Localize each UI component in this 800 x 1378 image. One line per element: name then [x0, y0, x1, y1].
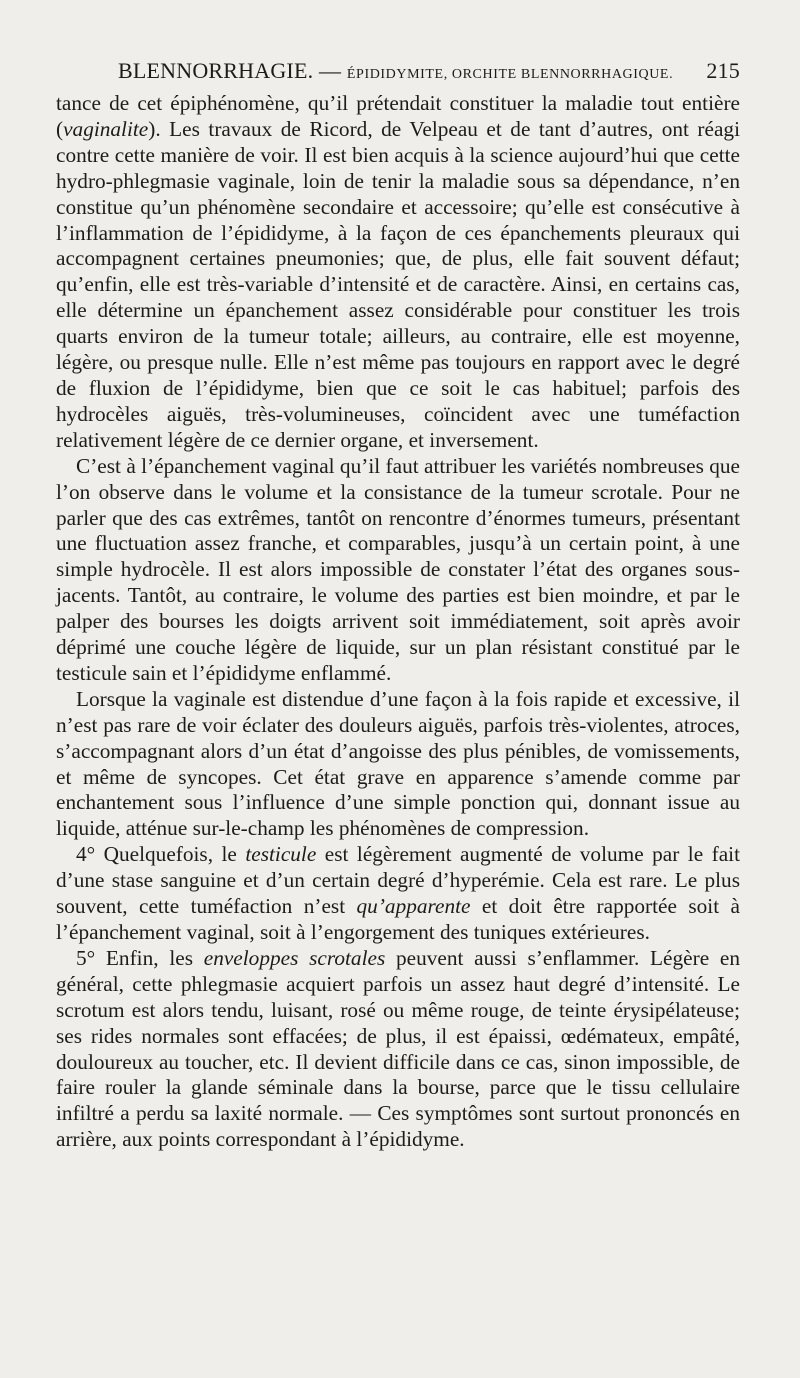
paragraph-4-italic-testicule: testicule: [245, 842, 317, 867]
page-number: 215: [706, 58, 740, 83]
paragraph-4-text-e: et doit être rapportée soit à l’épanchement vaginal, soit à l’engorgement des tuniques extérieures.: [56, 894, 740, 944]
paragraph-5: [56, 946, 740, 1153]
paragraph-5-italic-enveloppes: enveloppes scrotales: [203, 945, 386, 970]
body-text: [56, 91, 740, 1153]
paragraph-1-italic-vaginalite: vaginalite: [63, 116, 149, 141]
paragraph-4-text-c: est légèrement augmenté de volume par le fait d’une stase sanguine et d’un certain degré d’hyperémie. Cela est rare. Le plus souvent, cette tuméfaction n’est: [56, 842, 740, 919]
paragraph-5-text-c: peuvent aussi s’enflammer. Légère en général, cette phlegmasie acquiert parfois un assez haut degré d’intensité. Le scrotum est alors tendu, luisant, rosé ou même rouge, de teinte érysipélateuse; ses rides normales sont effacées; de plus, il est épaissi, œdémateux, empâté, douloureux au toucher, etc. Il devient difficile dans ce cas, sinon impossible, de faire rouler la glande séminale dans la bourse, parce que le tissu cellulaire infiltré a perdu sa laxité normale. — Ces symptômes sont surtout prononcés en arrière, aux points correspondant à l’épididyme.: [56, 945, 741, 1152]
paragraph-4-text-a: 4° Quelquefois, le: [76, 842, 246, 867]
paragraph-1: [56, 91, 740, 454]
paragraph-1-text-c: ). Les travaux de Ricord, de Velpeau et de tant d’autres, ont réagi contre cette manière de voir. Il est bien acquis à la science aujourd’hui que cette hydro-phlegmasie vaginale, loin de tenir la maladie sous sa dépendance, n’en constitue qu’un phénomène secondaire et accessoire; qu’elle est consécutive à l’inflammation de l’épididyme, à la façon de ces épanchements pleuraux qui accompagnent certaines pneumonies; que, de plus, elle fait souvent défaut; qu’enfin, elle est très-variable d’intensité et de caractère. Ainsi, en certains cas, elle détermine un épanchement assez considérable pour constituer les trois quarts environ de la tumeur totale; ailleurs, au contraire, elle est moyenne, légère, ou presque nulle. Elle n’est même pas toujours en rapport avec le degré de fluxion de l’épididyme, bien que ce soit le cas habituel; parfois des hydrocèles aiguës, très-volumineuses, coïncident avec une tuméfaction relativement légère de ce dernier organe, et inversement.: [56, 116, 740, 452]
running-title-sub: ÉPIDIDYMITE, ORCHITE BLENNORRHAGIQUE.: [346, 67, 674, 82]
paragraph-2: C’est à l’épanchement vaginal qu’il faut attribuer les variétés nombreuses que l’on observe dans le volume et la consistance de la tumeur scrotale. Pour ne parler que des cas extrêmes, tantôt on rencontre d’énormes tumeurs, présentant une fluctuation assez franche, et comparables, jusqu’à un certain point, à une simple hydrocèle. Il est alors impossible de constater l’état des organes sous-jacents. Tantôt, au contraire, le volume des parties est bien moindre, et par le palper des bourses les doigts arrivent soit immédiatement, soit après avoir déprimé une couche légère de liquide, sur un plan résistant constitué par le testicule sain et l’épididyme enflammé.: [56, 453, 740, 685]
running-title: [118, 58, 673, 84]
running-header: [56, 56, 742, 88]
paragraph-4-italic-apparente: qu’apparente: [356, 894, 471, 919]
paragraph-3: Lorsque la vaginale est distendue d’une façon à la fois rapide et excessive, il n’est pas rare de voir éclater des douleurs aiguës, parfois très-violentes, atroces, s’accompagnant alors d’un état d’angoisse des plus pénibles, de vomissements, et même de syncopes. Cet état grave en apparence s’amende comme par enchantement sous l’influence d’une simple ponction qui, donnant issue au liquide, atténue sur-le-champ les phénomènes de compression.: [56, 686, 740, 841]
running-title-main: BLENNORRHAGIE.: [118, 58, 314, 83]
paragraph-4: [56, 842, 740, 946]
paragraph-5-text-a: 5° Enfin, les: [76, 945, 204, 970]
running-title-dash: —: [319, 58, 342, 83]
paragraph-1-text-a: tance de cet épiphénomène, qu’il prétendait constituer la maladie tout entière (: [56, 91, 740, 141]
